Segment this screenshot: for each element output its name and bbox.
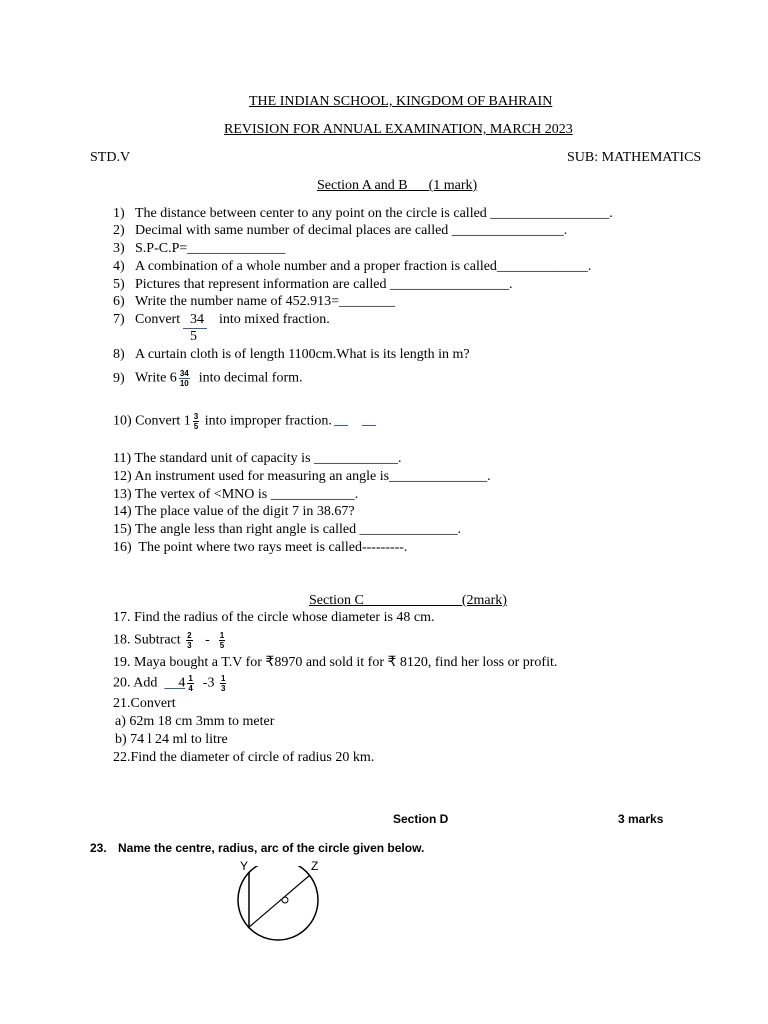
question-3: 3) S.P-C.P=______________ [113, 241, 286, 256]
question-11: 11) The standard unit of capacity is ____________. [113, 451, 402, 466]
question-6: 6) Write the number name of 452.913=________ [113, 294, 396, 309]
section-d-title: Section D [393, 812, 449, 826]
q10-blank-2 [362, 425, 376, 426]
q9-fraction: $\frac{34}{10}$ [179, 369, 189, 388]
question-17: 17. Find the radius of the circle whose diameter is 48 cm. [113, 610, 435, 625]
question-21b: b) 74 l 24 ml to litre [115, 732, 228, 747]
question-2: 2) Decimal with same number of decimal places are called ________________. [113, 223, 568, 238]
exam-title: REVISION FOR ANNUAL EXAMINATION, MARCH 2023 [224, 122, 573, 137]
school-title: THE INDIAN SCHOOL, KINGDOM OF BAHRAIN [249, 94, 553, 109]
standard-label: STD.V [90, 150, 131, 165]
question-13: 13) The vertex of <MNO is ____________. [113, 487, 359, 502]
section-d-marks: 3 marks [618, 812, 664, 826]
q20-fraction-1: $\frac{1}{4}$ [188, 674, 193, 693]
question-7: 7) Convert [113, 312, 181, 327]
q7-after-text: into mixed fraction. [219, 312, 330, 327]
question-9: 9) Write 6 $\frac{34}{10}$ into decimal form. [113, 369, 303, 388]
question-23-number: 23. [90, 841, 107, 855]
q7-fraction-numerator: 34 [190, 312, 204, 327]
diameter-line [248, 875, 310, 928]
question-12: 12) An instrument used for measuring an angle is______________. [113, 469, 491, 484]
question-18: 18. Subtract $\frac{2}{3}$ - $\frac{1}{5}$ [113, 631, 225, 650]
section-ab-marks: (1 mark) [428, 178, 478, 193]
section-c-marks: (2mark) [461, 593, 507, 608]
question-8: 8) A curtain cloth is of length 1100cm.What is its length in m? [113, 347, 470, 362]
question-15: 15) The angle less than right angle is called ______________. [113, 522, 462, 537]
question-1: 1) The distance between center to any point on the circle is called _________________. [113, 206, 613, 221]
subject-label: SUB: MATHEMATICS [567, 150, 702, 165]
question-16: 16) The point where two rays meet is called---------. [113, 540, 408, 555]
label-z: Z [311, 859, 319, 873]
question-21a: a) 62m 18 cm 3mm to meter [115, 714, 275, 729]
section-ab-title: Section A and B [317, 178, 408, 193]
section-c-title: Section C [309, 593, 364, 608]
section-c-heading [309, 593, 507, 609]
question-19: 19. Maya bought a T.V for ₹8970 and sold it for ₹ 8120, find her loss or profit. [113, 655, 558, 670]
question-20: 20. Add 4 $\frac{1}{4}$ -3 $\frac{1}{3}$ [113, 674, 226, 693]
q18-fraction-2: $\frac{1}{5}$ [219, 631, 225, 650]
center-point [282, 897, 288, 903]
q10-fraction: $\frac{3}{5}$ [193, 412, 199, 431]
question-23-text: Name the centre, radius, arc of the circle given below. [118, 841, 425, 855]
label-y: Y [240, 859, 249, 873]
question-22: 22.Find the diameter of circle of radius 20 km. [113, 750, 375, 765]
circle-diagram [230, 866, 330, 966]
q20-fraction-2: $\frac{1}{3}$ [220, 674, 226, 693]
question-5: 5) Pictures that represent information are called _________________. [113, 277, 513, 292]
question-14: 14) The place value of the digit 7 in 38.67? [113, 504, 355, 519]
q7-fraction-denominator: 5 [190, 329, 197, 344]
question-4: 4) A combination of a whole number and a proper fraction is called_____________. [113, 259, 592, 274]
question-21: 21.Convert [113, 696, 176, 711]
q18-fraction-1: $\frac{2}{3}$ [187, 631, 192, 650]
q10-blank-1 [334, 425, 348, 426]
question-10: 10) Convert 1 $\frac{3}{5}$ into improper fraction. [113, 412, 332, 431]
section-ab-heading [317, 178, 477, 194]
